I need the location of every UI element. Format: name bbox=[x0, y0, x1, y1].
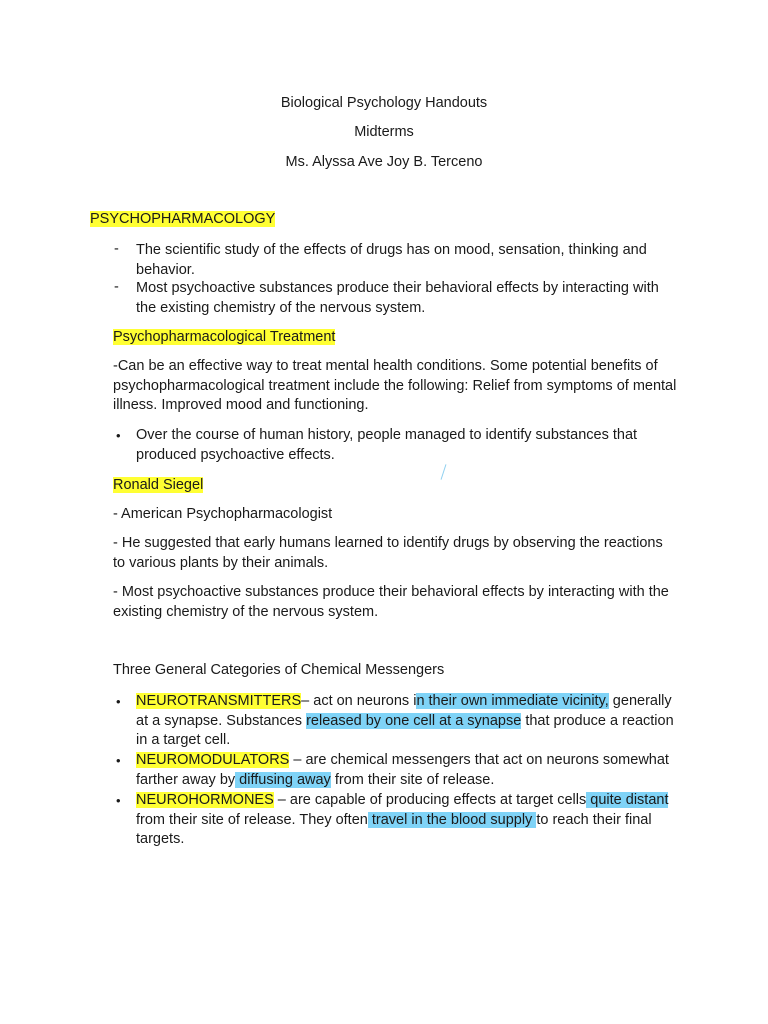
text-segment: – are capable of producing effects at target cells bbox=[273, 792, 587, 808]
text-segment: – are chemical messengers that act on neurons somewhat farther away by bbox=[136, 752, 669, 788]
siegel-line-3: - Most psychoactive substances produce their behavioral effects by interacting with the existing chemistry of the nervous system. bbox=[113, 584, 669, 620]
section-heading-ronald-siegel bbox=[113, 476, 203, 496]
bullet-item-history: Over the course of human history, people managed to identify substances that produced psychoactive effects. bbox=[136, 427, 638, 463]
term-neuromodulators: NEUROMODULATORS bbox=[136, 752, 290, 768]
bullet-marker: • bbox=[116, 694, 121, 709]
document-title: Biological Psychology Handouts bbox=[280, 95, 488, 111]
highlight-segment: travel in the blood supply bbox=[367, 811, 537, 828]
term-neurotransmitters: NEUROTRANSMITTERS bbox=[136, 693, 302, 709]
siegel-line-2: - He suggested that early humans learned to identify drugs by observing the reactions to various plants by their animals. bbox=[113, 535, 663, 571]
section-heading-psychopharmacology bbox=[90, 210, 275, 230]
sub-heading-treatment bbox=[113, 328, 335, 348]
highlight-segment: quite distant bbox=[586, 792, 669, 808]
treatment-paragraph: -Can be an effective way to treat mental health conditions. Some potential benefits of psychopharmacological treatment include the following: Relief from symptoms of mental illness. Improved mood and functioning. bbox=[113, 358, 677, 413]
heading-highlight: PSYCHOPHARMACOLOGY bbox=[90, 211, 276, 227]
text-segment: that produce a reaction in a target cell. bbox=[136, 712, 674, 748]
dash-marker: - bbox=[114, 279, 119, 295]
dash-item-psychoactive: Most psychoactive substances produce their behavioral effects by interacting with the existing chemistry of the nervous system. bbox=[136, 280, 659, 316]
stray-mark bbox=[441, 464, 447, 480]
text-segment: from their site of release. bbox=[330, 771, 495, 788]
bullet-marker: • bbox=[116, 753, 121, 768]
highlight-segment: diffusing away bbox=[235, 771, 331, 788]
document-subtitle: Midterms bbox=[354, 124, 414, 140]
highlight-segment: released by one cell at a synapse bbox=[306, 712, 522, 729]
bullet-marker: • bbox=[116, 428, 121, 443]
highlight-segment: n their own immediate vicinity, bbox=[416, 693, 609, 709]
text-segment: from their site of release. They often bbox=[136, 811, 368, 828]
siegel-line-1: - American Psychopharmacologist bbox=[113, 506, 333, 522]
heading-highlight: Ronald Siegel bbox=[113, 477, 204, 493]
sub-heading-highlight: Psychopharmacological Treatment bbox=[113, 329, 336, 345]
list-item-neurotransmitters bbox=[136, 692, 676, 751]
dash-item-definition: The scientific study of the effects of drugs has on mood, sensation, thinking and behavior. bbox=[136, 242, 647, 278]
bullet-marker: • bbox=[116, 793, 121, 808]
list-item-neurohormones bbox=[136, 791, 676, 850]
text-segment: generally at a synapse. Substances bbox=[136, 693, 672, 729]
section-heading-messengers: Three General Categories of Chemical Messengers bbox=[113, 662, 445, 678]
document-author: Ms. Alyssa Ave Joy B. Terceno bbox=[285, 154, 483, 170]
list-item-neuromodulators bbox=[136, 751, 676, 790]
term-neurohormones: NEUROHORMONES bbox=[136, 792, 274, 808]
text-segment: to reach their final targets. bbox=[136, 811, 652, 847]
dash-marker: - bbox=[114, 241, 119, 257]
text-segment: – act on neurons i bbox=[301, 693, 417, 709]
